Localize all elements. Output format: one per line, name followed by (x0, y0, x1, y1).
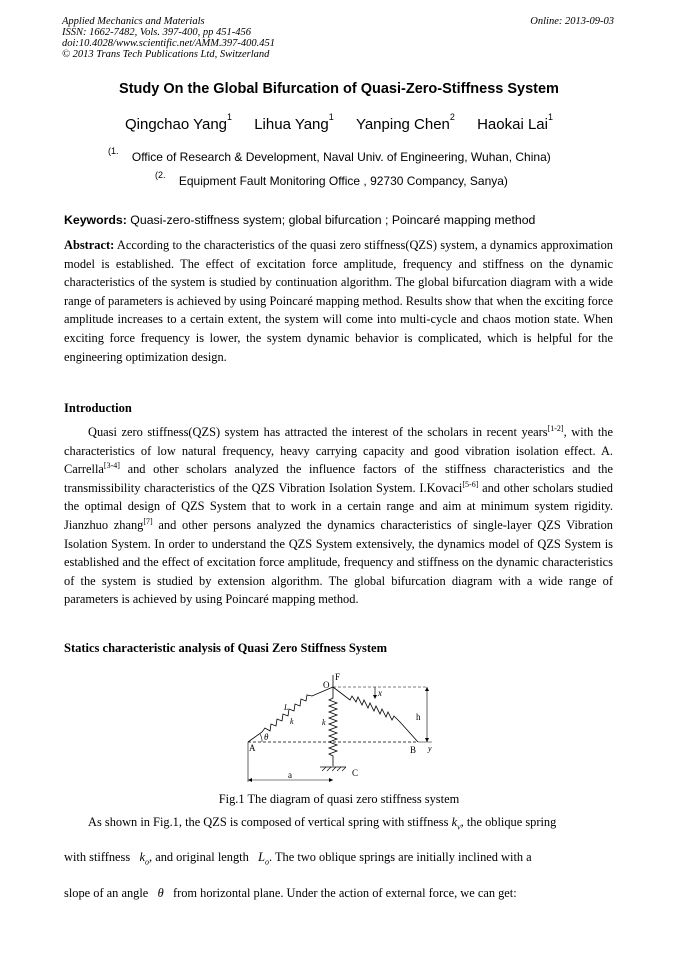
online-date: Online: 2013-09-03 (530, 16, 614, 27)
author: Yanping Chen$^2$ (355, 112, 455, 133)
journal-header (62, 16, 275, 60)
symbol-theta: θ (157, 886, 164, 900)
label-theta: θ (264, 732, 269, 742)
body-line-3: slope of an angle θ from horizontal plane. Under the action of external force, we can get: (64, 886, 517, 900)
label-y: y (428, 744, 432, 753)
keywords-text: Quasi-zero-stiffness system; global bifurcation ; Poincaré mapping method (130, 213, 536, 227)
copyright-line: © 2013 Trans Tech Publications Ltd, Switzerland (62, 49, 270, 60)
citation: [7] (143, 516, 153, 526)
affiliation-text: Equipment Fault Monitoring Office , 92730 Compancy, Sanya) (178, 174, 508, 188)
doi-line: doi:10.4028/www.scientific.net/AMM.397-400.451 (62, 38, 275, 49)
author: Haokai Lai$^1$ (477, 112, 553, 133)
symbol-ko: k (139, 850, 145, 864)
symbol-kv: k (451, 815, 458, 829)
vertical-spring (329, 687, 337, 766)
affiliation-1 (108, 146, 551, 164)
author: Qingchao Yang$^1$ (125, 112, 233, 133)
label-ko: k (290, 717, 294, 726)
section-heading-introduction: Introduction (64, 401, 132, 415)
affiliation-mark: (2. (155, 170, 166, 180)
label-C: C (352, 768, 359, 778)
affiliation-mark: (1. (108, 146, 119, 156)
keywords (64, 213, 535, 227)
label-B: B (410, 745, 417, 755)
citation: [3-4] (103, 461, 120, 471)
introduction-paragraph: Quasi zero stiffness(QZS) system has attracted the interest of the scholars in recent years[1-2], with the characteristics of low natural frequency, heavy carrying capacity and good vibration isolation effect. A. Carrella[3-4] and other scholars analyzed the influence factors of the stiffness characteristics and the transmissibility characteristics of the QZS Vibration Isolation System. I.Kovaci[5-6] and other scholars studied the optimal design of QZS System that to work in a certain range and aim at minimum system rigidity. Jianzhuo zhang[7] and other persons analyzed the dynamics characteristics of single-layer QZS Vibration Isolation System. In order to understand the QZS System extensively, the dynamics model of QZS System is established and the effect of excitation force amplitude, frequency and stiffness on the dynamic characteristics of the system is studied by extension algorithm. The global bifurcation diagram with a wide range of parameters is achieved by using Poincaré mapping method. (64, 424, 614, 607)
width-arrowhead-right (329, 778, 333, 782)
section-heading-statics: Statics characteristic analysis of Quasi Zero Stiffness System (64, 641, 388, 655)
qzs-diagram (240, 670, 440, 785)
label-a: a (288, 770, 292, 780)
body-line-2: with stiffness $k_o$, and original length $L_o$. The two oblique springs are initially inclined with a (64, 850, 532, 867)
abstract-text: According to the characteristics of the quasi zero stiffness(QZS) system, a dynamics approximation model is established. The effect of excitation force amplitude, frequency and stiffness on the dynamic characteristics of the system is studied by continuation algorithm. The global bifurcation diagram with a wide range of parameters is achieved by using Poincaré mapping method. Results show that when the exciting force amplitude increases to a certain extent, the system will come into multi-cycle and chaos motion state. When exciting force frequency is lower, the system dynamic behavior is complicated, which is helpful for the engineering optimization design. (64, 238, 613, 364)
left-oblique-spring (248, 687, 333, 742)
height-arrowhead-bottom (425, 738, 429, 742)
label-x: x (378, 688, 382, 698)
label-kv: k (322, 718, 326, 727)
citation: [1-2] (547, 424, 564, 433)
ground-hatch (322, 767, 346, 771)
label-Lo: L (284, 703, 289, 712)
width-arrowhead-left (248, 778, 252, 782)
label-O: O (323, 680, 330, 690)
label-A: A (249, 743, 256, 753)
abstract (64, 236, 613, 366)
displacement-arrowhead (373, 695, 377, 699)
abstract-label: Abstract: (64, 238, 115, 252)
citation: [5-6] (462, 479, 479, 489)
affiliation-text: Office of Research & Development, Naval Univ. of Engineering, Wuhan, China) (131, 150, 551, 164)
author: Lihua Yang$^1$ (254, 112, 334, 133)
figure-caption: Fig.1 The diagram of quasi zero stiffness system (218, 792, 460, 806)
height-arrowhead-top (425, 687, 429, 691)
label-F: F (335, 672, 341, 682)
angle-arc (260, 734, 262, 742)
symbol-Lo: L (258, 850, 265, 864)
author-list (0, 112, 678, 133)
label-h: h (416, 712, 421, 722)
issn-line: ISSN: 1662-7482, Vols. 397-400, pp 451-456 (62, 27, 251, 38)
journal-name: Applied Mechanics and Materials (62, 16, 205, 27)
paper-title: Study On the Global Bifurcation of Quasi-Zero-Stiffness System (119, 81, 559, 97)
affiliation-2 (155, 170, 508, 188)
body-line-1: As shown in Fig.1, the QZS is composed of vertical spring with stiffness $k_v$, the oblique spring (88, 815, 557, 832)
keywords-label: Keywords: (64, 213, 127, 227)
